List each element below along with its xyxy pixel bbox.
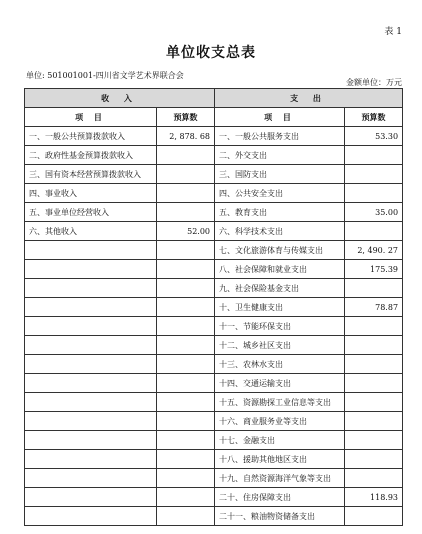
income-amount-cell bbox=[157, 260, 215, 279]
income-item-cell bbox=[25, 241, 157, 260]
expense-item-cell: 二十一、粮油物资储备支出 bbox=[215, 507, 345, 526]
income-amount-cell bbox=[157, 469, 215, 488]
income-amount-cell bbox=[157, 507, 215, 526]
expense-item-cell: 十四、交通运输支出 bbox=[215, 374, 345, 393]
income-item-cell: 五、事业单位经营收入 bbox=[25, 203, 157, 222]
table-row bbox=[25, 127, 403, 146]
expense-header: 支 出 bbox=[215, 89, 403, 108]
table-row bbox=[25, 355, 403, 374]
table-row bbox=[25, 431, 403, 450]
expense-item-cell: 十、卫生健康支出 bbox=[215, 298, 345, 317]
income-item-cell bbox=[25, 507, 157, 526]
expense-item-column-header: 项 目 bbox=[215, 108, 345, 127]
income-amount-cell bbox=[157, 165, 215, 184]
expense-amount-cell bbox=[345, 374, 403, 393]
income-item-cell bbox=[25, 393, 157, 412]
income-header: 收 入 bbox=[25, 89, 215, 108]
expense-amount-column-header: 预算数 bbox=[345, 108, 403, 127]
income-amount-cell bbox=[157, 184, 215, 203]
expense-item-cell: 一、一般公共服务支出 bbox=[215, 127, 345, 146]
expense-item-cell: 十六、商业服务业等支出 bbox=[215, 412, 345, 431]
income-amount-cell bbox=[157, 450, 215, 469]
table-number: 表 1 bbox=[384, 27, 402, 37]
expense-amount-cell bbox=[345, 355, 403, 374]
table-row bbox=[25, 203, 403, 222]
expense-item-cell: 十九、自然资源海洋气象等支出 bbox=[215, 469, 345, 488]
table-row bbox=[25, 393, 403, 412]
expense-amount-cell bbox=[345, 450, 403, 469]
income-amount-cell bbox=[157, 355, 215, 374]
income-amount-column-header: 预算数 bbox=[157, 108, 215, 127]
income-item-cell bbox=[25, 450, 157, 469]
budget-summary-table bbox=[24, 88, 403, 526]
expense-amount-cell: 53.30 bbox=[345, 127, 403, 146]
amount-unit-label: 金额单位：万元 bbox=[346, 78, 402, 87]
income-amount-cell: 52.00 bbox=[157, 222, 215, 241]
income-item-column-header: 项 目 bbox=[25, 108, 157, 127]
income-amount-cell bbox=[157, 336, 215, 355]
table-row bbox=[25, 336, 403, 355]
table-row bbox=[25, 165, 403, 184]
expense-amount-cell: 175.39 bbox=[345, 260, 403, 279]
table-row bbox=[25, 279, 403, 298]
expense-item-cell: 十七、金融支出 bbox=[215, 431, 345, 450]
income-item-cell bbox=[25, 298, 157, 317]
expense-amount-cell: 35.00 bbox=[345, 203, 403, 222]
income-amount-cell bbox=[157, 431, 215, 450]
income-amount-cell bbox=[157, 203, 215, 222]
table-row bbox=[25, 184, 403, 203]
income-item-cell: 二、政府性基金预算拨款收入 bbox=[25, 146, 157, 165]
expense-item-cell: 三、国防支出 bbox=[215, 165, 345, 184]
income-item-cell: 四、事业收入 bbox=[25, 184, 157, 203]
table-row bbox=[25, 374, 403, 393]
income-amount-cell bbox=[157, 488, 215, 507]
income-item-cell bbox=[25, 469, 157, 488]
expense-item-cell: 十二、城乡社区支出 bbox=[215, 336, 345, 355]
expense-item-cell: 十三、农林水支出 bbox=[215, 355, 345, 374]
income-amount-cell bbox=[157, 374, 215, 393]
income-item-cell: 六、其他收入 bbox=[25, 222, 157, 241]
expense-amount-cell bbox=[345, 336, 403, 355]
expense-amount-cell bbox=[345, 507, 403, 526]
table-row bbox=[25, 412, 403, 431]
income-amount-cell bbox=[157, 298, 215, 317]
income-item-cell bbox=[25, 279, 157, 298]
income-amount-cell: 2, 878. 68 bbox=[157, 127, 215, 146]
income-item-cell bbox=[25, 355, 157, 374]
expense-amount-cell bbox=[345, 431, 403, 450]
table-row bbox=[25, 298, 403, 317]
expense-amount-cell bbox=[345, 222, 403, 241]
table-row bbox=[25, 241, 403, 260]
expense-item-cell: 八、社会保障和就业支出 bbox=[215, 260, 345, 279]
expense-amount-cell: 78.87 bbox=[345, 298, 403, 317]
expense-item-cell: 五、教育支出 bbox=[215, 203, 345, 222]
income-amount-cell bbox=[157, 317, 215, 336]
income-amount-cell bbox=[157, 146, 215, 165]
page-title: 单位收支总表 bbox=[166, 45, 256, 61]
expense-item-cell: 十八、援助其他地区支出 bbox=[215, 450, 345, 469]
income-item-cell: 一、一般公共预算拨款收入 bbox=[25, 127, 157, 146]
expense-amount-cell bbox=[345, 165, 403, 184]
income-amount-cell bbox=[157, 279, 215, 298]
expense-amount-cell bbox=[345, 317, 403, 336]
expense-amount-cell bbox=[345, 279, 403, 298]
expense-item-cell: 七、文化旅游体育与传媒支出 bbox=[215, 241, 345, 260]
table-row bbox=[25, 222, 403, 241]
table-row bbox=[25, 450, 403, 469]
income-item-cell bbox=[25, 431, 157, 450]
income-item-cell bbox=[25, 336, 157, 355]
table-row bbox=[25, 469, 403, 488]
expense-item-cell: 九、社会保险基金支出 bbox=[215, 279, 345, 298]
expense-item-cell: 六、科学技术支出 bbox=[215, 222, 345, 241]
expense-item-cell: 十一、节能环保支出 bbox=[215, 317, 345, 336]
income-amount-cell bbox=[157, 412, 215, 431]
unit-label: 单位: 501001001-四川省文学艺术界联合会 bbox=[26, 71, 184, 80]
expense-amount-cell bbox=[345, 393, 403, 412]
expense-item-cell: 二、外交支出 bbox=[215, 146, 345, 165]
table-row bbox=[25, 488, 403, 507]
expense-item-cell: 二十、住房保障支出 bbox=[215, 488, 345, 507]
expense-amount-cell: 118.93 bbox=[345, 488, 403, 507]
table-row bbox=[25, 260, 403, 279]
table-row bbox=[25, 146, 403, 165]
income-item-cell bbox=[25, 260, 157, 279]
income-item-cell bbox=[25, 374, 157, 393]
expense-amount-cell: 2, 490. 27 bbox=[345, 241, 403, 260]
expense-amount-cell bbox=[345, 184, 403, 203]
income-item-cell bbox=[25, 488, 157, 507]
table-body bbox=[25, 127, 403, 526]
expense-item-cell: 十五、资源勘探工业信息等支出 bbox=[215, 393, 345, 412]
income-item-cell bbox=[25, 317, 157, 336]
expense-amount-cell bbox=[345, 146, 403, 165]
expense-item-cell: 四、公共安全支出 bbox=[215, 184, 345, 203]
expense-amount-cell bbox=[345, 412, 403, 431]
income-item-cell bbox=[25, 412, 157, 431]
income-amount-cell bbox=[157, 241, 215, 260]
table-row bbox=[25, 507, 403, 526]
expense-amount-cell bbox=[345, 469, 403, 488]
table-row bbox=[25, 317, 403, 336]
income-amount-cell bbox=[157, 393, 215, 412]
income-item-cell: 三、国有资本经营预算拨款收入 bbox=[25, 165, 157, 184]
